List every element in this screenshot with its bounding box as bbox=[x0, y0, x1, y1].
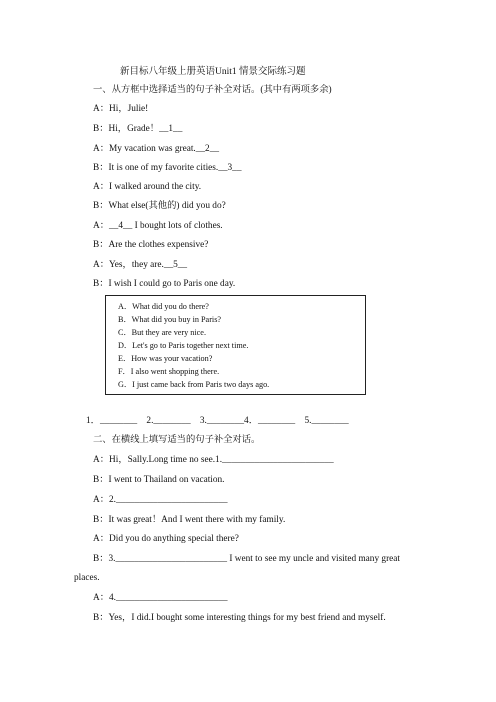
option-item: G．I just came back from Paris two days ago. bbox=[118, 380, 270, 389]
speaker-label: A： bbox=[93, 182, 110, 192]
line-text: Did you do anything special there? bbox=[109, 534, 239, 544]
dialogue-line bbox=[93, 200, 226, 212]
line-text: Yes，I did.I bought some interesting things for my best friend and myself. bbox=[108, 613, 386, 623]
line-text: places. bbox=[74, 573, 100, 583]
line-text: It was great！And I went there with my family. bbox=[108, 515, 286, 525]
option-item: B．What did you buy in Paris? bbox=[118, 315, 222, 324]
speaker-label: B： bbox=[93, 475, 109, 485]
dialogue-line bbox=[93, 103, 148, 115]
option-item: F．I also went shopping there. bbox=[118, 367, 220, 376]
speaker-label: A： bbox=[93, 593, 110, 603]
line-text: Yes，they are.__5__ bbox=[109, 260, 188, 270]
dialogue-line bbox=[93, 553, 400, 565]
line-text: Are the clothes expensive? bbox=[108, 240, 209, 250]
line-text: I went to Thailand on vacation. bbox=[108, 475, 225, 485]
dialogue-line bbox=[93, 259, 187, 271]
line-text: 3.________________________ I went to see my uncle and visited many great bbox=[108, 554, 401, 564]
dialogue-line bbox=[93, 454, 334, 466]
dialogue-line bbox=[93, 474, 225, 486]
speaker-label: B： bbox=[93, 201, 109, 211]
line-text: My vacation was great.__2__ bbox=[109, 144, 219, 154]
dialogue-line bbox=[93, 143, 219, 155]
answer-blanks-line: 1．________ 2.________ 3.________4．________ 5.________ bbox=[86, 416, 349, 426]
line-text: What else(其他的) did you do? bbox=[108, 201, 226, 211]
line-text: Hi，Grade！__1__ bbox=[108, 124, 183, 134]
speaker-label: A： bbox=[93, 534, 110, 544]
speaker-label: B： bbox=[93, 554, 109, 564]
dialogue-line bbox=[93, 533, 239, 545]
speaker-label: B： bbox=[93, 613, 109, 623]
section1-heading: 一、从方框中选择适当的句子补全对话。(其中有两项多余) bbox=[93, 85, 332, 95]
speaker-label: B： bbox=[93, 240, 109, 250]
line-text: I wish I could go to Paris one day. bbox=[108, 279, 236, 289]
speaker-label: A： bbox=[93, 104, 110, 114]
line-text: I walked around the city. bbox=[109, 182, 202, 192]
speaker-label: A： bbox=[93, 455, 110, 465]
dialogue-line bbox=[93, 278, 235, 290]
option-item: C．But they are very nice. bbox=[118, 328, 206, 337]
speaker-label: A： bbox=[93, 221, 110, 231]
line-text: Hi，Sally.Long time no see.1.________________________ bbox=[109, 455, 334, 465]
option-item: D．Let's go to Paris together next time. bbox=[118, 341, 249, 350]
line-text: __4__ I bought lots of clothes. bbox=[109, 221, 223, 231]
speaker-label: A： bbox=[93, 144, 110, 154]
line-text: It is one of my favorite cities.__3__ bbox=[108, 163, 242, 173]
speaker-label: A： bbox=[93, 495, 110, 505]
dialogue-line bbox=[93, 494, 228, 506]
speaker-label: B： bbox=[93, 124, 109, 134]
dialogue-line bbox=[93, 181, 201, 193]
speaker-label: B： bbox=[93, 279, 109, 289]
speaker-label: B： bbox=[93, 163, 109, 173]
dialogue-line bbox=[93, 592, 228, 604]
speaker-label: A： bbox=[93, 260, 110, 270]
dialogue-line bbox=[93, 220, 223, 232]
dialogue-line bbox=[93, 239, 208, 251]
line-text: 4.________________________ bbox=[109, 593, 228, 603]
option-item: E．How was your vacation? bbox=[118, 354, 213, 363]
dialogue-line bbox=[93, 612, 386, 624]
dialogue-line bbox=[93, 514, 285, 526]
line-text: Hi，Julie! bbox=[109, 104, 149, 114]
dialogue-line-continuation bbox=[74, 572, 100, 584]
page-title: 新目标八年级上册英语Unit1 情景交际练习题 bbox=[120, 67, 306, 77]
section2-heading: 二、在横线上填写适当的句子补全对话。 bbox=[93, 435, 261, 445]
dialogue-line bbox=[93, 123, 182, 135]
speaker-label: B： bbox=[93, 515, 109, 525]
options-box bbox=[105, 295, 366, 395]
dialogue-line bbox=[93, 162, 241, 174]
option-item: A．What did you do there? bbox=[118, 302, 209, 311]
line-text: 2.________________________ bbox=[109, 495, 228, 505]
